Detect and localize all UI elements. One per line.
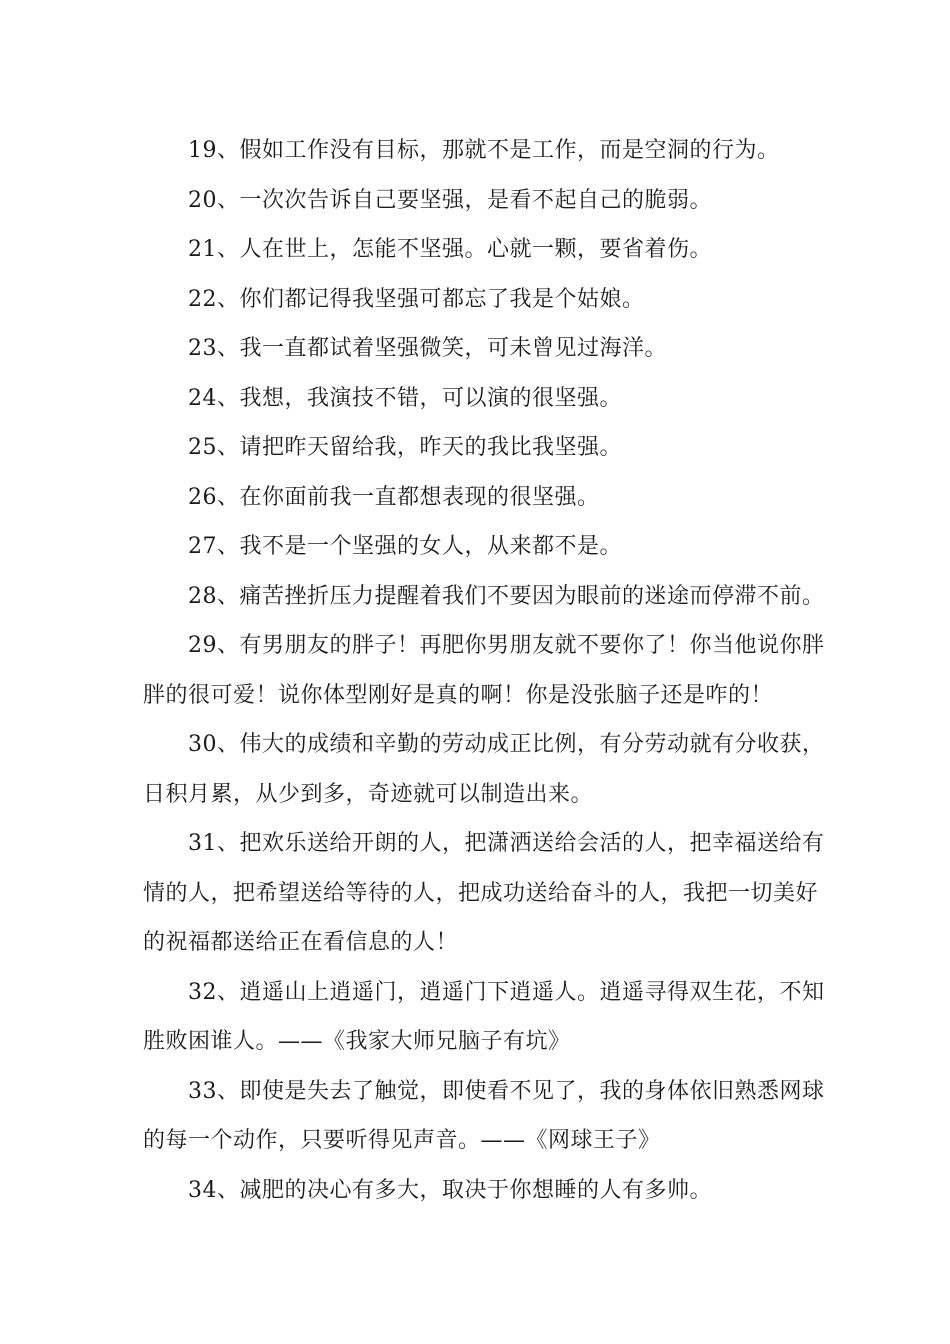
paragraph-25: 25、请把昨天留给我，昨天的我比我坚强。 [188, 435, 622, 460]
paragraph-23: 23、我一直都试着坚强微笑，可未曾见过海洋。 [188, 336, 667, 361]
paragraph-27: 27、我不是一个坚强的女人，从来都不是。 [188, 534, 622, 559]
paragraph-26: 26、在你面前我一直都想表现的很坚强。 [188, 484, 600, 510]
paragraph-20: 20、一次次告诉自己要坚强，是看不起自己的脆弱。 [188, 187, 712, 213]
paragraph-21: 21、人在世上，怎能不坚强。心就一颗，要省着伤。 [188, 237, 712, 262]
paragraph-19: 19、假如工作没有目标，那就不是工作，而是空洞的行为。 [188, 138, 780, 163]
document-body [143, 126, 833, 1215]
paragraph-24: 24、我想，我演技不错，可以演的很坚强。 [188, 385, 622, 411]
paragraph-31: 31、把欢乐送给开朗的人，把潇洒送给会活的人，把幸福送给有情的人，把希望送给等待的人，把成功送给奋斗的人，我把一切美好的祝福都送给正在看信息的人！ [143, 831, 825, 955]
paragraph-30: 30、伟大的成绩和辛勤的劳动成正比例，有分劳动就有分收获，日积月累，从少到多，奇迹就可以制造出来。 [143, 732, 825, 807]
paragraph-28: 28、痛苦挫折压力提醒着我们不要因为眼前的迷途而停滞不前。 [188, 583, 825, 609]
paragraph-34: 34、减肥的决心有多大，取决于你想睡的人有多帅。 [188, 1177, 712, 1203]
paragraph-32: 32、逍遥山上逍遥门，逍遥门下逍遥人。逍遥寻得双生花，不知胜败困谁人。——《我家大师兄脑子有坑》 [143, 979, 825, 1054]
paragraph-22: 22、你们都记得我坚强可都忘了我是个姑娘。 [188, 286, 645, 312]
paragraph-33: 33、即使是失去了触觉，即使看不见了，我的身体依旧熟悉网球的每一个动作，只要听得见声音。——《网球王子》 [143, 1078, 825, 1153]
paragraph-29: 29、有男朋友的胖子！再肥你男朋友就不要你了！你当他说你胖胖的很可爱！说你体型刚好是真的啊！你是没张脑子还是咋的！ [143, 633, 825, 708]
